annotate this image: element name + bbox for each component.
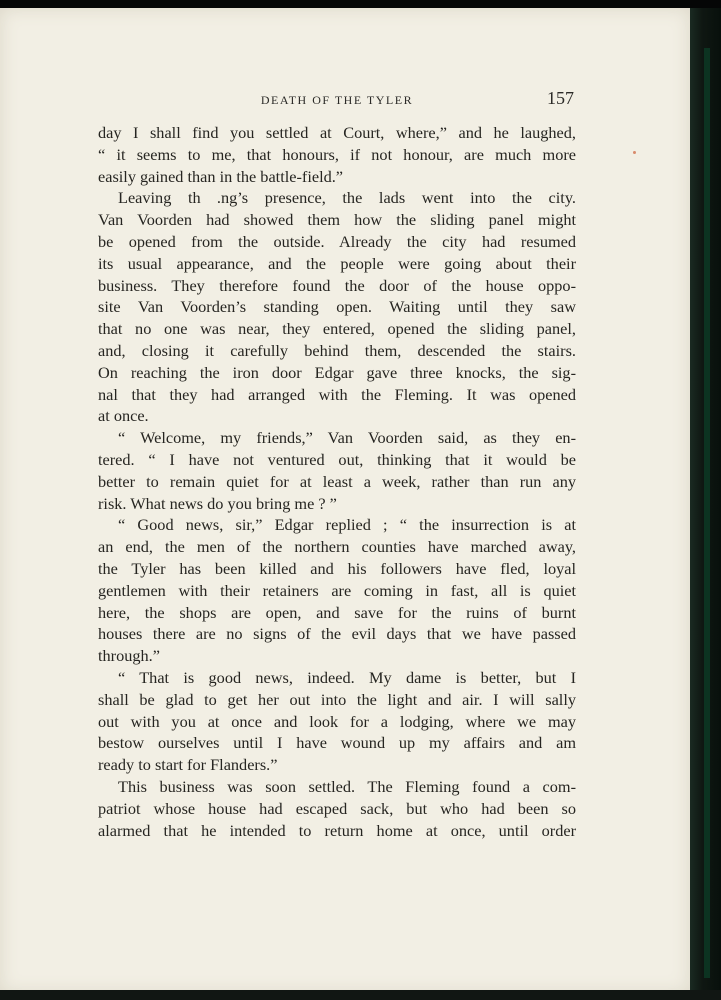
text-line: better to remain quiet for at least a week, rather than run any <box>98 471 576 491</box>
text-line: an end, the men of the northern counties have marched away, <box>98 537 576 557</box>
text-line: On reaching the iron door Edgar gave three knocks, the sig- <box>98 362 576 382</box>
text-line: gentlemen with their retainers are coming in fast, all is quiet <box>98 580 576 600</box>
text-line: that no one was near, they entered, opened the sliding panel, <box>98 319 576 339</box>
running-head: DEATH OF THE TYLER <box>260 93 414 107</box>
text-line: out with you at once and look for a lodging, where we may <box>98 711 576 731</box>
text-line: here, the shops are open, and save for the ruins of burnt <box>98 602 576 622</box>
text-line: bestow ourselves until I have wound up my affairs and am <box>98 733 576 753</box>
text-line: risk. What news do you bring me ? ” <box>98 493 337 513</box>
text-line: This business was soon settled. The Fleming found a com- <box>118 776 576 796</box>
text-line: be opened from the outside. Already the city had resumed <box>98 231 576 251</box>
text-line: “ That is good news, indeed. My dame is better, but I <box>118 667 576 687</box>
page-number: 157 <box>547 88 574 108</box>
text-line: day I shall find you settled at Court, where,” and he laughed, <box>98 123 576 142</box>
text-line: nal that they had arranged with the Fleming. It was opened <box>98 384 576 404</box>
cover-stripe <box>704 48 710 978</box>
scan-border-bottom <box>0 990 721 1000</box>
text-line: and, closing it carefully behind them, descended the stairs. <box>98 340 576 360</box>
paper-speck <box>633 151 636 154</box>
text-line: ready to start for Flanders.” <box>98 755 278 775</box>
text-line: at once. <box>98 406 149 426</box>
body-text <box>98 122 576 841</box>
text-line: Van Voorden had showed them how the sliding panel might <box>98 210 576 230</box>
text-line: its usual appearance, and the people were going about their <box>98 253 576 273</box>
text-line: “ it seems to me, that honours, if not honour, are much more <box>98 144 576 164</box>
text-line: tered. “ I have not ventured out, thinking that it would be <box>98 449 576 469</box>
text-line: houses there are no signs of the evil days that we have passed <box>98 624 576 644</box>
text-line: site Van Voorden’s standing open. Waiting until they saw <box>98 297 576 317</box>
book-cover-edge <box>690 8 721 1000</box>
text-line: “ Welcome, my friends,” Van Voorden said, as they en- <box>118 428 576 448</box>
text-line: the Tyler has been killed and his followers have fled, loyal <box>98 558 576 578</box>
text-line: Leaving th .ng’s presence, the lads went into the city. <box>118 188 576 208</box>
text-line: business. They therefore found the door of the house oppo- <box>98 275 576 295</box>
text-line: easily gained than in the battle-field.” <box>98 166 344 186</box>
text-line: alarmed that he intended to return home at once, until order <box>98 820 576 840</box>
text-line: “ Good news, sir,” Edgar replied ; “ the insurrection is at <box>118 515 576 535</box>
text-line: through.” <box>98 646 160 666</box>
text-line: shall be glad to get her out into the light and air. I will sally <box>98 689 576 709</box>
page-header <box>98 88 576 108</box>
text-line: patriot whose house had escaped sack, but who had been so <box>98 798 576 818</box>
